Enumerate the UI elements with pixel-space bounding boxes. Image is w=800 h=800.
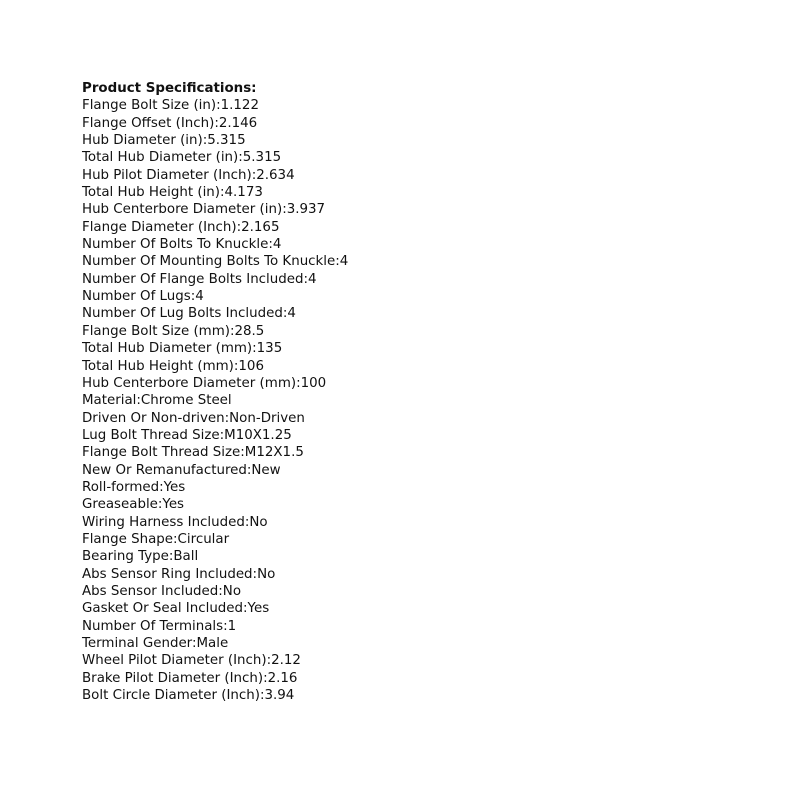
spec-row: Wheel Pilot Diameter (Inch):2.12 [82, 653, 301, 669]
product-specifications [82, 80, 348, 704]
spec-row: Driven Or Non-driven:Non-Driven [82, 410, 305, 426]
spec-row: Material:Chrome Steel [82, 393, 232, 409]
spec-row: Hub Centerbore Diameter (mm):100 [82, 375, 327, 391]
spec-row: Hub Diameter (in):5.315 [82, 133, 246, 149]
spec-row: Brake Pilot Diameter (Inch):2.16 [82, 670, 298, 686]
spec-row: Roll-formed:Yes [82, 479, 186, 495]
spec-row: Total Hub Diameter (mm):135 [82, 341, 283, 357]
spec-row: Greaseable:Yes [82, 497, 185, 513]
spec-row: Bolt Circle Diameter (Inch):3.94 [82, 688, 295, 704]
spec-row: Number Of Flange Bolts Included:4 [82, 271, 317, 287]
spec-row: Total Hub Diameter (in):5.315 [82, 150, 282, 166]
spec-row: Hub Centerbore Diameter (in):3.937 [82, 202, 326, 218]
spec-row: Flange Bolt Size (mm):28.5 [82, 323, 265, 339]
spec-row: Flange Bolt Size (in):1.122 [82, 98, 259, 114]
spec-row: Bearing Type:Ball [82, 549, 199, 565]
spec-row: Flange Shape:Circular [82, 531, 230, 547]
specifications-list [82, 97, 348, 704]
spec-row: Number Of Mounting Bolts To Knuckle:4 [82, 254, 349, 270]
spec-row: Number Of Lugs:4 [82, 289, 204, 305]
specifications-heading: Product Specifications: [82, 81, 257, 96]
spec-row: Terminal Gender:Male [82, 636, 229, 651]
spec-row: Hub Pilot Diameter (Inch):2.634 [82, 167, 295, 183]
spec-row: Number Of Bolts To Knuckle:4 [82, 237, 282, 253]
spec-row: Number Of Terminals:1 [82, 618, 237, 634]
spec-row: Abs Sensor Ring Included:No [82, 566, 276, 582]
spec-row: Flange Offset (Inch):2.146 [82, 115, 258, 131]
spec-row: Wiring Harness Included:No [82, 514, 268, 530]
spec-row: Total Hub Height (in):4.173 [82, 185, 263, 201]
spec-row: Flange Diameter (Inch):2.165 [82, 219, 280, 235]
spec-row: Number Of Lug Bolts Included:4 [82, 306, 296, 322]
spec-row: Gasket Or Seal Included:Yes [82, 601, 270, 617]
spec-row: Total Hub Height (mm):106 [82, 358, 264, 374]
spec-row: Lug Bolt Thread Size:M10X1.25 [82, 427, 292, 443]
spec-row: Abs Sensor Included:No [82, 583, 242, 599]
spec-row: New Or Remanufactured:New [82, 462, 281, 478]
spec-row: Flange Bolt Thread Size:M12X1.5 [82, 445, 304, 461]
